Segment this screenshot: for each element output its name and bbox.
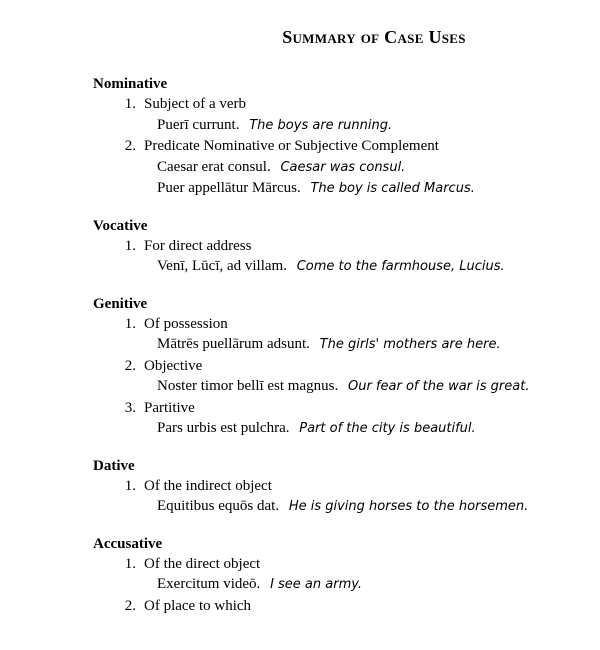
item-label: Subject of a verb — [144, 96, 247, 112]
list-item — [93, 356, 593, 377]
item-label: Objective — [144, 357, 203, 374]
list-item — [93, 136, 593, 157]
case-summary-list — [93, 74, 593, 632]
english-translation: The girls' mothers are here. — [319, 337, 501, 352]
example-line — [93, 574, 593, 596]
case-heading: Accusative — [93, 535, 163, 552]
english-translation: Part of the city is beautiful. — [299, 421, 476, 436]
english-translation: Our fear of the war is great. — [347, 379, 530, 394]
latin-example: Pars urbis est pulchra. — [157, 420, 290, 436]
item-number: 1. — [124, 237, 136, 254]
list-item — [93, 398, 593, 419]
english-translation: The boys are running. — [249, 117, 393, 133]
section-vocative — [93, 216, 593, 278]
latin-example: Equitibus equōs dat. — [157, 498, 280, 514]
item-number: 2. — [124, 138, 136, 154]
item-number: 3. — [124, 399, 136, 416]
item-label: Of the indirect object — [144, 477, 272, 494]
english-translation: Caesar was consul. — [280, 159, 406, 175]
item-number: 2. — [124, 357, 136, 374]
list-item — [93, 596, 593, 617]
latin-example: Noster timor bellī est magnus. — [157, 378, 339, 394]
list-item — [93, 94, 593, 115]
section-nominative — [93, 74, 593, 200]
item-label: Of possession — [144, 315, 228, 332]
list-item — [93, 236, 593, 257]
list-item — [93, 554, 593, 575]
list-item — [93, 314, 593, 335]
example-line — [93, 157, 593, 179]
item-label: For direct address — [144, 237, 252, 254]
example-line — [93, 178, 593, 200]
case-heading: Dative — [93, 457, 135, 474]
item-number: 1. — [124, 96, 136, 112]
english-translation: Come to the farmhouse, Lucius. — [296, 259, 505, 274]
latin-example: Puerī currunt. — [157, 116, 240, 133]
latin-example: Puer appellātur Mārcus. — [157, 180, 301, 196]
list-item — [93, 476, 593, 497]
latin-example: Venī, Lūcī, ad villam. — [157, 258, 287, 274]
case-heading: Genitive — [93, 295, 148, 312]
english-translation: He is giving horses to the horsemen. — [288, 499, 529, 514]
example-line — [93, 115, 593, 137]
english-translation: The boy is called Marcus. — [310, 181, 475, 196]
section-accusative — [93, 534, 593, 617]
case-heading: Nominative — [93, 76, 168, 92]
example-line — [93, 256, 593, 278]
item-label: Of the direct object — [144, 555, 261, 572]
item-label: Partitive — [144, 399, 195, 416]
item-label: Predicate Nominative or Subjective Complement — [144, 138, 439, 154]
item-number: 2. — [124, 597, 136, 614]
latin-example: Exercitum videō. — [157, 576, 261, 592]
latin-example: Caesar erat consul. — [157, 158, 271, 175]
case-heading: Vocative — [93, 217, 148, 234]
section-genitive — [93, 294, 593, 440]
example-line — [93, 334, 593, 356]
item-number: 1. — [124, 555, 136, 572]
example-line — [93, 418, 593, 440]
section-dative — [93, 456, 593, 518]
item-number: 1. — [124, 315, 136, 332]
latin-example: Mātrēs puellārum adsunt. — [157, 336, 310, 352]
item-number: 1. — [124, 477, 136, 494]
example-line — [93, 496, 593, 518]
page-title: Summary of Case Uses — [282, 27, 466, 47]
english-translation: I see an army. — [270, 577, 363, 592]
item-label: Of place to which — [144, 597, 252, 614]
example-line — [93, 376, 593, 398]
